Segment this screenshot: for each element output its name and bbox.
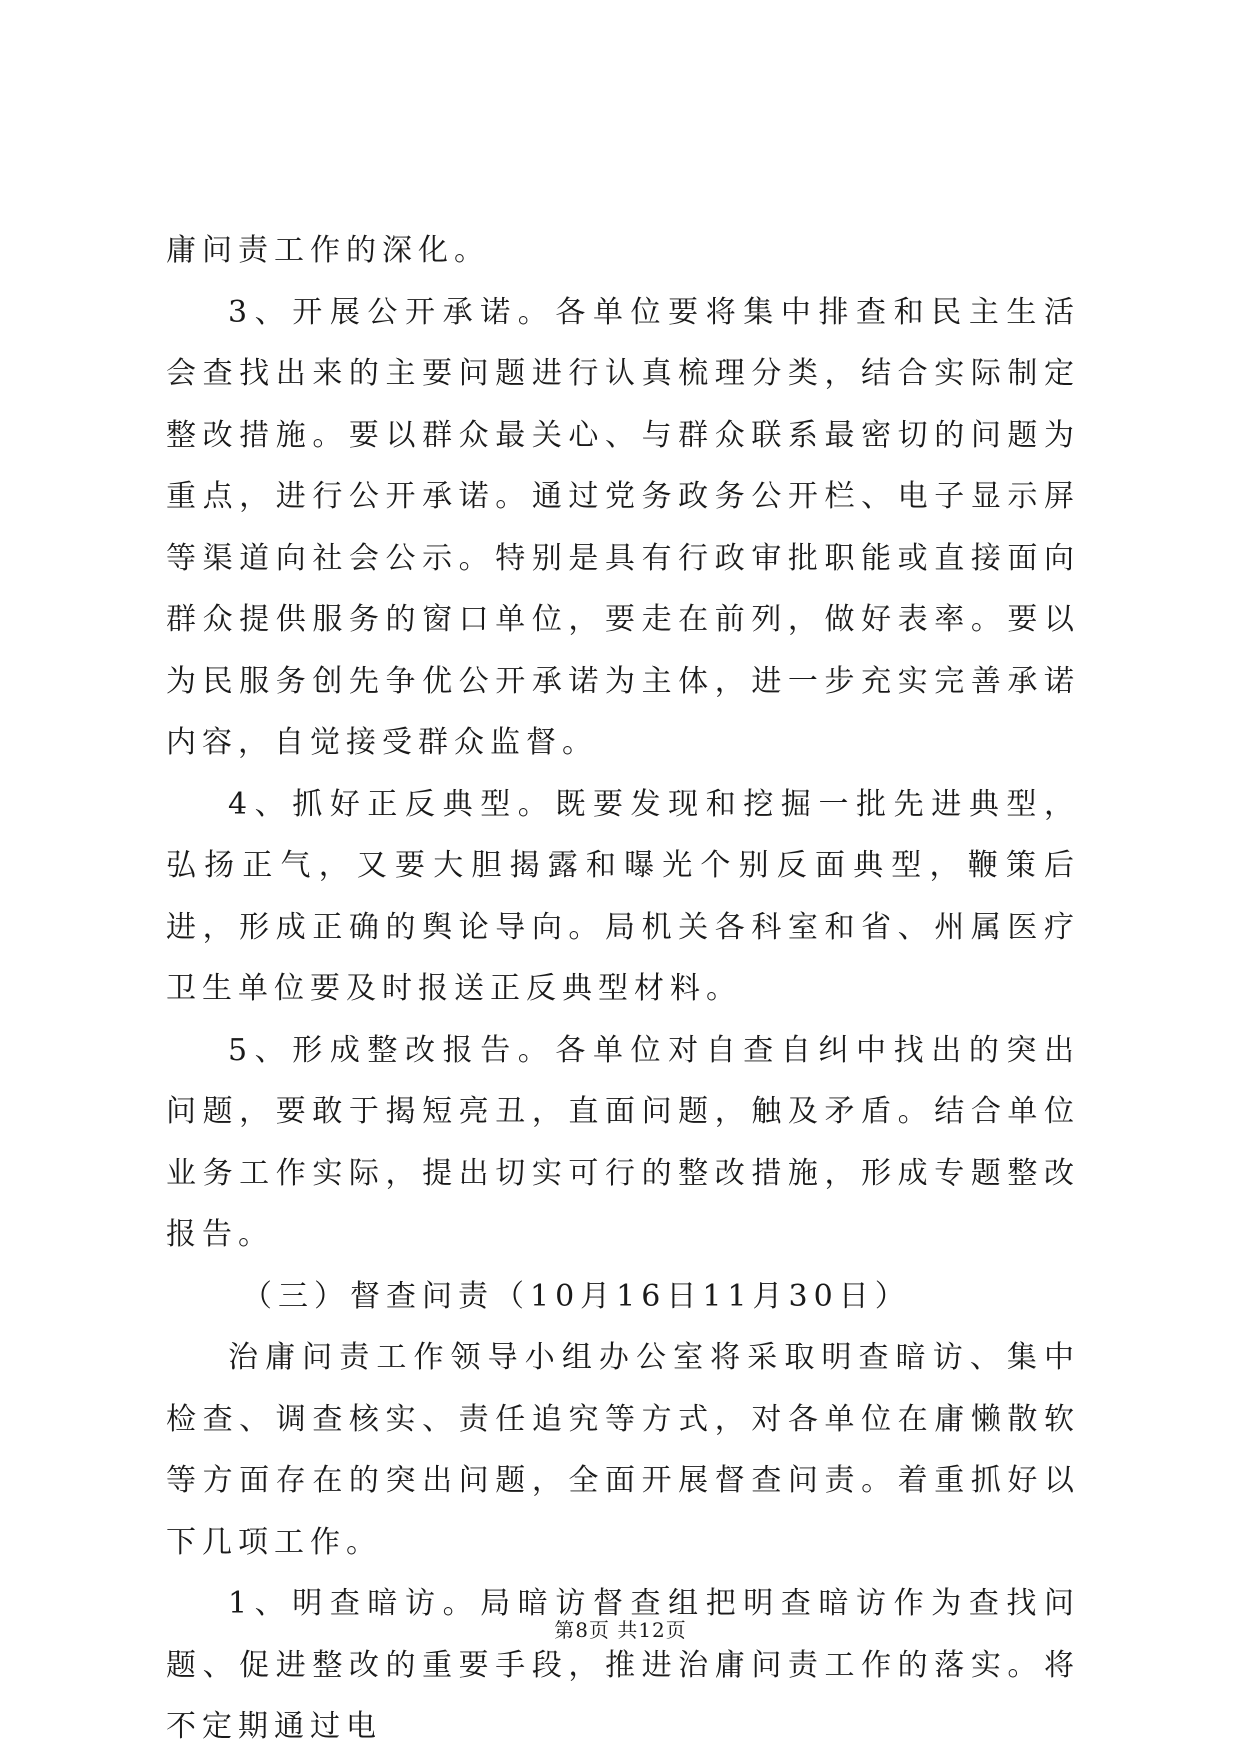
paragraph-supervision-intro: 治庸问责工作领导小组办公室将采取明查暗访、集中检查、调查核实、责任追究等方式，对各单位在庸懒散软等方面存在的突出问题，全面开展督查问责。着重抓好以下几项工作。 bbox=[166, 1340, 1080, 1560]
section-heading-supervision: （三）督查问责（10月16日11月30日） bbox=[242, 1278, 911, 1314]
paragraph-inspection: 1、明查暗访。局暗访督查组把明查暗访作为查找问题、促进整改的重要手段，推进治庸问责工作的落实。将不定期通过电 bbox=[166, 1586, 1080, 1744]
page-footer bbox=[0, 1616, 1241, 1644]
document-body bbox=[166, 220, 1080, 1758]
paragraph-public-commitment: 3、开展公开承诺。各单位要将集中排查和民主生活会查找出来的主要问题进行认真梳理分类，结合实际制定整改措施。要以群众最关心、与群众联系最密切的问题为重点，进行公开承诺。通过党务政务公开栏、电子显示屏等渠道向社会公示。特别是具有行政审批职能或直接面向群众提供服务的窗口单位，要走在前列，做好表率。要以为民服务创先争优公开承诺为主体，进一步充实完善承诺内容，自觉接受群众监督。 bbox=[166, 294, 1080, 760]
page-number-label: 第8页 共12页 bbox=[554, 1618, 687, 1642]
paragraph-rectification-report: 5、形成整改报告。各单位对自查自纠中找出的突出问题，要敢于揭短亮丑，直面问题，触及矛盾。结合单位业务工作实际，提出切实可行的整改措施，形成专题整改报告。 bbox=[166, 1032, 1080, 1252]
paragraph-continuation: 庸问责工作的深化。 bbox=[166, 233, 490, 268]
paragraph-typical-examples: 4、抓好正反典型。既要发现和挖掘一批先进典型，弘扬正气，又要大胆揭露和曝光个别反面典型，鞭策后进，形成正确的舆论导向。局机关各科室和省、州属医疗卫生单位要及时报送正反典型材料。 bbox=[166, 786, 1080, 1006]
